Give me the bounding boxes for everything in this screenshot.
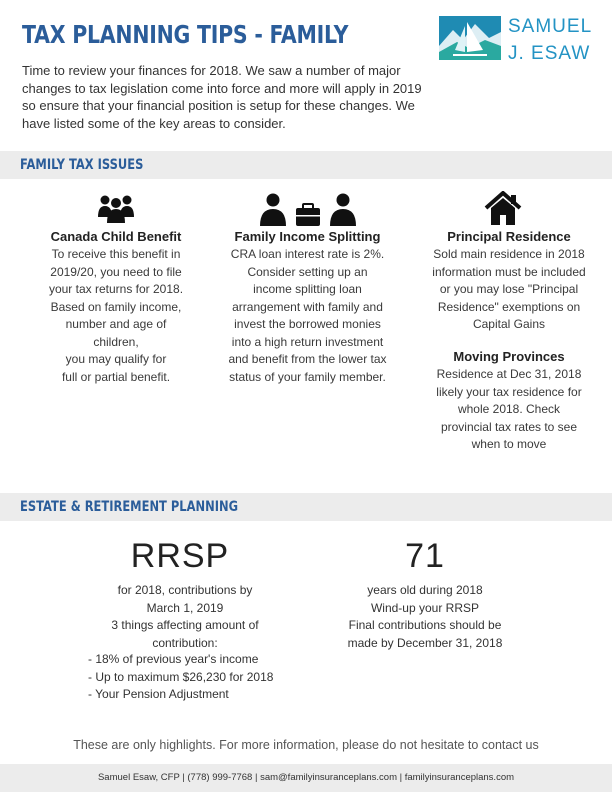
age-71-details — [330, 582, 520, 652]
block-line: 2019/20, you need to file — [50, 264, 182, 279]
canada-child-benefit-block — [30, 228, 202, 386]
contact-footer: Samuel Esaw, CFP | (778) 999-7768 | sam@familyinsuranceplans.com | familyinsuranceplans.com — [0, 764, 612, 792]
block-line: whole 2018. Check — [457, 402, 561, 416]
block-line: information must be included — [432, 264, 586, 279]
block-line: status of your family member. — [229, 369, 386, 384]
brand-name-last: J. ESAW — [508, 43, 591, 64]
rrsp-heading: RRSP — [130, 537, 230, 575]
estate-retirement-band — [0, 493, 612, 521]
brand-name-first: SAMUEL — [508, 16, 593, 37]
family-income-splitting-block — [220, 228, 395, 386]
sailboat-mountain-logo-icon — [439, 16, 501, 60]
block-line: number and age of — [65, 317, 167, 331]
block-line: provincial tax rates to see — [440, 419, 578, 434]
block-line: into a high return investment — [231, 334, 384, 349]
block-line: when to move — [471, 437, 547, 451]
rrsp-line: 3 things affecting amount of — [111, 618, 259, 632]
closing-note: These are only highlights. For more information, please do not hesitate to contact us — [73, 738, 539, 752]
age-line: Wind-up your RRSP — [370, 600, 480, 615]
list-item: - Up to maximum $26,230 for 2018 — [88, 669, 274, 684]
block-line: To receive this benefit in — [51, 247, 181, 261]
moving-provinces-block — [424, 348, 594, 454]
house-icon — [484, 191, 522, 225]
block-line: your tax returns for 2018. — [48, 282, 184, 296]
block-line: you may qualify for — [65, 352, 167, 366]
rrsp-factor-list — [88, 651, 273, 704]
family-group-icon — [97, 193, 135, 223]
block-line: likely your tax residence for — [436, 384, 582, 399]
section-heading: ESTATE & RETIREMENT PLANNING — [20, 499, 239, 515]
age-line: made by December 31, 2018 — [347, 635, 503, 650]
rrsp-details — [90, 582, 280, 652]
section-heading: FAMILY TAX ISSUES — [20, 157, 144, 173]
list-item: - 18% of previous year's income — [88, 652, 259, 666]
block-line: Consider setting up an — [247, 264, 368, 279]
age-71-heading: 71 — [405, 537, 445, 575]
block-title: Moving Provinces — [453, 349, 565, 364]
rrsp-line: March 1, 2019 — [146, 600, 224, 615]
block-line: income splitting loan — [253, 282, 362, 296]
block-line: children, — [93, 334, 139, 349]
age-line: years old during 2018 — [367, 583, 483, 597]
family-tax-issues-band — [0, 151, 612, 179]
page-title: TAX PLANNING TIPS - FAMILY — [22, 20, 349, 49]
block-line: or you may lose "Principal — [439, 282, 579, 296]
block-line: Sold main residence in 2018 — [433, 247, 585, 261]
age-line: Final contributions should be — [348, 618, 502, 632]
principal-residence-block — [424, 228, 594, 334]
block-line: arrangement with family and — [232, 299, 383, 314]
people-briefcase-icon — [259, 192, 357, 226]
intro-paragraph: Time to review your finances for 2018. We saw a number of major changes to tax legislation come into force and more will apply in 2019 so ensure that your financial position is setup for these changes. We have listed some of the key areas to consider. — [22, 63, 422, 131]
block-line: CRA loan interest rate is 2%. — [230, 247, 385, 261]
block-line: and benefit from the lower tax — [228, 352, 387, 366]
block-line: Capital Gains — [472, 317, 546, 331]
block-line: Based on family income, — [50, 299, 182, 314]
block-title: Canada Child Benefit — [50, 229, 182, 244]
block-line: Residence" exemptions on — [437, 299, 581, 314]
list-item: - Your Pension Adjustment — [88, 687, 229, 701]
block-title: Principal Residence — [447, 229, 571, 244]
block-title: Family Income Splitting — [234, 229, 381, 244]
block-line: invest the borrowed monies — [234, 317, 381, 331]
block-line: Residence at Dec 31, 2018 — [436, 367, 582, 381]
block-line: full or partial benefit. — [61, 369, 171, 384]
rrsp-line: contribution: — [152, 635, 218, 650]
rrsp-line: for 2018, contributions by — [117, 583, 253, 597]
